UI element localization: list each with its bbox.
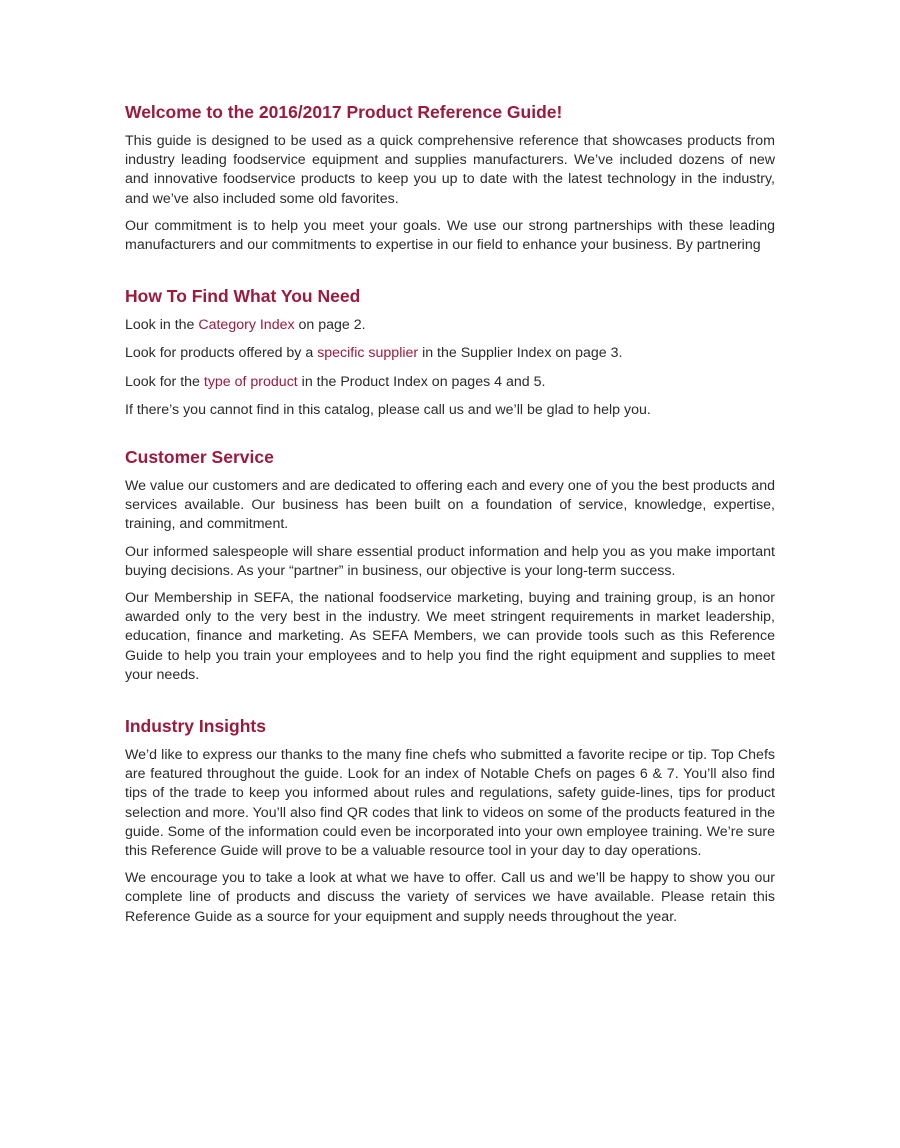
welcome-heading: Welcome to the 2016/2017 Product Reference Guide! (125, 102, 563, 122)
find-line-product (125, 373, 775, 392)
insights-heading: Industry Insights (125, 716, 266, 737)
content (125, 101, 775, 957)
service-paragraph-3: Our Membership in SEFA, the national foodservice marketing, buying and training group, is an honor awarded only to the very best in the industry. We meet stringent requirements in market leadership, education, finance and marketing. As SEFA Members, we can provide tools such as this Reference Guide to help you train your employees and to help you find the right equipment and supplies to meet your needs. (125, 590, 775, 683)
find-line-3-post: in the Product Index on pages 4 and 5. (297, 373, 546, 390)
welcome-section (125, 101, 775, 255)
welcome-paragraph-2: Our commitment is to help you meet your goals. We use our strong partnerships with these leading manufacturers and our commitments to expertise in our field to enhance your business. By partnering (125, 217, 775, 254)
find-line-supplier (125, 344, 775, 363)
find-line-help: If there’s you cannot find in this catalog, please call us and we’ll be glad to help you. (125, 401, 651, 418)
service-paragraph-1: We value our customers and are dedicated to offering each and every one of you the best products and services available. Our business has been built on a foundation of service, knowledge, expertise, training, and commitment. (125, 478, 775, 533)
welcome-paragraph-1: This guide is designed to be used as a quick comprehensive reference that showcases products from industry leading foodservice equipment and supplies manufacturers. We’ve included dozens of new and innovative foodservice products to keep you up to date with the latest technology in the industry, and we’ve also included some old favorites. (125, 133, 775, 207)
insights-paragraph-1: We’d like to express our thanks to the many fine chefs who submitted a favorite recipe or tip. Top Chefs are featured throughout the guide. Look for an index of Notable Chefs on pages 6 & 7. You’ll also find tips of the trade to keep you informed about rules and regulations, safety guide-lines, tips for product selection and more. You’ll also find QR codes that link to videos on some of the products featured in the guide. Some of the information could even be incorporated into your own employee training. We’re sure this Reference Guide will prove to be a valuable resource tool in your day to day operations. (125, 747, 775, 860)
find-line-category (125, 316, 775, 335)
service-section (125, 446, 775, 685)
find-line-3-pre: Look for the (125, 373, 204, 390)
insights-section (125, 715, 775, 927)
find-line-1-pre: Look in the (125, 317, 199, 334)
specific-supplier-link[interactable]: specific supplier (317, 345, 419, 362)
find-section (125, 285, 775, 420)
category-index-link[interactable]: Category Index (198, 317, 295, 334)
find-line-2-pre: Look for products offered by a (125, 345, 318, 362)
find-line-2-post: in the Supplier Index on page 3. (418, 345, 623, 362)
find-heading: How To Find What You Need (125, 286, 361, 307)
insights-paragraph-2: We encourage you to take a look at what we have to offer. Call us and we’ll be happy to show you our complete line of products and discuss the variety of services we have available. Please retain this Reference Guide as a source for your equipment and supply needs throughout the year. (125, 870, 775, 925)
service-heading: Customer Service (125, 447, 274, 468)
service-paragraph-2: Our informed salespeople will share essential product information and help you as you make important buying decisions. As your “partner” in business, our objective is your long-term success. (125, 543, 775, 579)
type-of-product-link[interactable]: type of product (203, 373, 298, 390)
find-line-1-post: on page 2. (294, 317, 366, 334)
